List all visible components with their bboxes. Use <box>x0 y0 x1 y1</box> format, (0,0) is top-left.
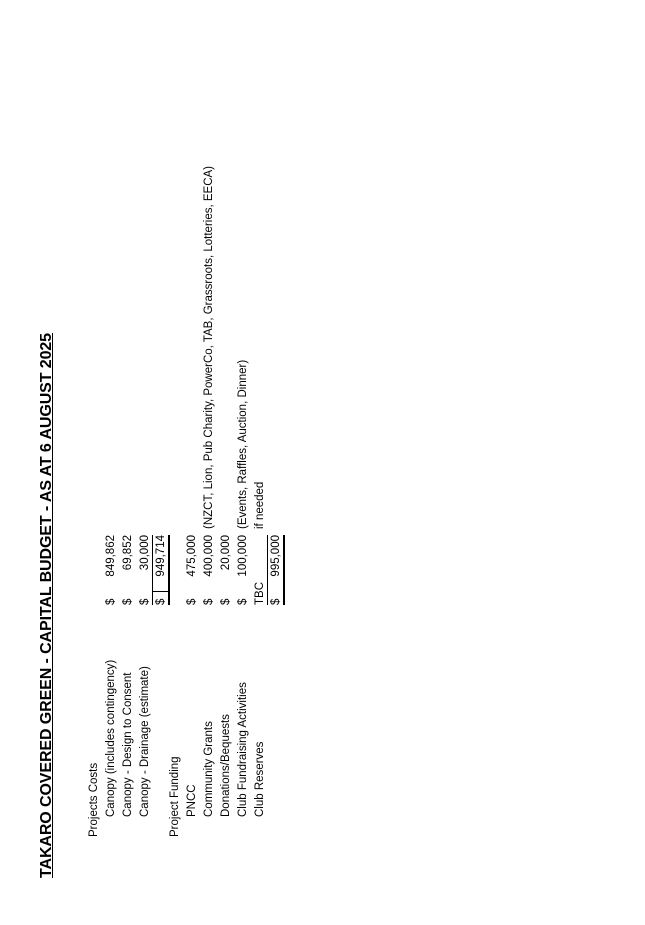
funding-item-label: PNCC <box>186 784 198 817</box>
document-title: TAKARO COVERED GREEN - CAPITAL BUDGET - AS AT 6 AUGUST 2025 <box>38 333 55 878</box>
subtotal-rule <box>267 535 268 605</box>
funding-item-currency: $ <box>220 598 232 605</box>
funding-item-amount: 475,000 <box>186 535 198 577</box>
cost-item-amount: 69,852 <box>122 535 134 571</box>
funding-item-label: Club Reserves <box>254 741 266 817</box>
funding-item-amount: 400,000 <box>203 535 215 577</box>
funding-item-currency: $ <box>237 598 249 605</box>
funding-total-amount: 995,000 <box>270 535 282 577</box>
funding-heading: Project Funding <box>169 756 181 837</box>
funding-total-currency: $ <box>270 598 282 605</box>
cost-item-currency: $ <box>105 598 117 605</box>
funding-item-currency: $ <box>186 598 198 605</box>
funding-item-label: Club Fundraising Activities <box>237 682 249 817</box>
cost-item-label: Canopy (includes contingency) <box>105 659 117 817</box>
cost-item-amount: 849,862 <box>105 535 117 577</box>
total-rule <box>283 535 285 605</box>
funding-item-label: Community Grants <box>203 721 215 817</box>
funding-item-amount: 100,000 <box>237 535 249 577</box>
funding-item-note: (NZCT, Lion, Pub Charity, PowerCo, TAB, Grassroots, Lotteries, EECA) <box>203 165 215 529</box>
subtotal-rule <box>152 535 153 605</box>
cost-item-label: Canopy - Drainage (estimate) <box>139 666 151 817</box>
costs-total-currency: $ <box>155 598 167 605</box>
funding-item-currency: TBC <box>254 582 266 605</box>
funding-item-note: (Events, Raffles, Auction, Dinner) <box>237 359 249 529</box>
cost-item-currency: $ <box>122 598 134 605</box>
funding-item-currency: $ <box>203 598 215 605</box>
cost-item-currency: $ <box>139 598 151 605</box>
funding-item-label: Donations/Bequests <box>220 714 232 817</box>
cost-item-label: Canopy - Design to Consent <box>122 672 134 817</box>
cost-item-amount: 30,000 <box>139 535 151 571</box>
funding-item-note: if needed <box>254 481 266 529</box>
costs-total-amount: 949,714 <box>155 535 167 577</box>
total-rule <box>168 535 170 605</box>
funding-item-amount: 20,000 <box>220 535 232 571</box>
costs-heading: Projects Costs <box>88 762 100 837</box>
